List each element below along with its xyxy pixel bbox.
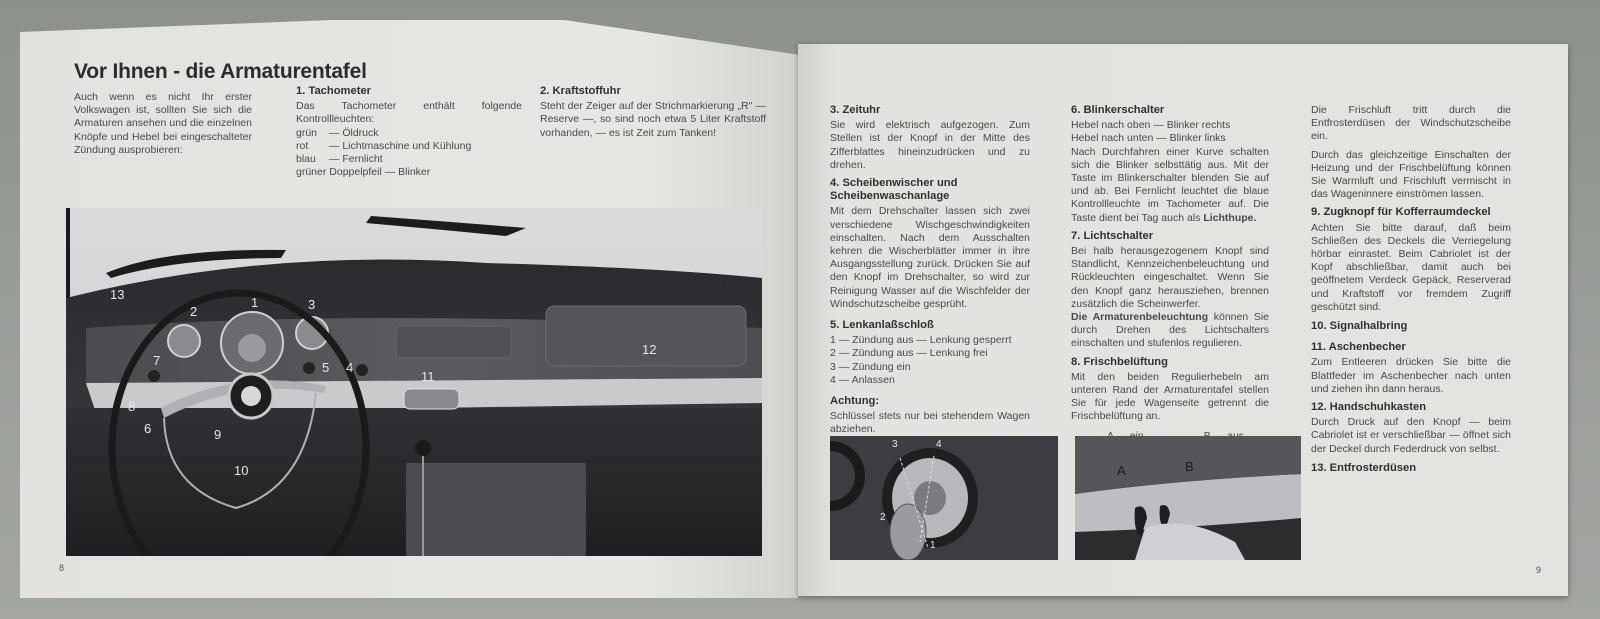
right-column-3 (1311, 104, 1511, 477)
section-ashtray (1311, 341, 1511, 396)
vent-callout-a: A (1117, 463, 1126, 478)
vent-callout-b: B (1185, 459, 1194, 474)
ignition-illustration (830, 436, 1058, 560)
section-text: Zum Entleeren drücken Sie bitte die Blattfeder im Aschenbecher nach unten und ziehen ihn dann heraus. (1311, 356, 1511, 395)
callout-13-left: 13 (110, 287, 125, 302)
callout-13-right: 13 (724, 278, 739, 293)
vent-lever-photo (1075, 436, 1301, 560)
section-text: Bei halb herausgezogenem Knopf sind Standlicht, Kennzeichenbeleuchtung und Rückleuchten eingeschaltet. Wenn Sie den Knopf ganz herausziehen, brennen zusätzlich die Scheinwerfer. (1071, 245, 1269, 310)
section-fuel-gauge (540, 85, 766, 145)
list-item: 4 — Anlassen (830, 373, 895, 386)
callout-8: 8 (128, 399, 136, 414)
section-heading: 2. Kraftstoffuhr (540, 85, 621, 97)
dashboard-illustration (66, 208, 762, 556)
section-text: Achten Sie bitte darauf, daß beim Schließen des Deckels die Verriegelung hörbar einrastet. Beim Cabriolet ist der Kopf abschließbar, damit auch bei geöffnetem Verdeck Gepäck, Reserverad und Kraftstoff vor fremdem Zugriff geschützt sind. (1311, 221, 1511, 313)
section-heading: 7. Lichtschalter (1071, 229, 1154, 242)
section-ventilation (1071, 356, 1269, 424)
list-item: 3 — Zündung ein (830, 360, 911, 373)
warning-text: Schlüssel stets nur bei stehendem Wagen abziehen. (830, 410, 1030, 436)
section-tachometer (296, 85, 522, 179)
section-horn-ring: 10. Signalhalbring (1311, 320, 1408, 333)
right-column-1 (830, 104, 1030, 442)
callout-12: 12 (642, 342, 657, 357)
indicator-list (296, 127, 522, 180)
section-heading: 5. Lenkanlaßschloß (830, 319, 934, 332)
list-item: Hebel nach oben — Blinker rechts (1071, 119, 1231, 132)
list-item: grün — Öldruck (296, 126, 379, 139)
callout-4: 4 (346, 360, 354, 375)
page-title: Vor Ihnen - die Armaturentafel (74, 60, 367, 83)
section-light-switch (1071, 230, 1269, 351)
ignition-photo (830, 436, 1058, 560)
ignition-positions (830, 334, 1030, 387)
list-item: 2 — Zündung aus — Lenkung frei (830, 347, 988, 360)
section-defroster: 13. Entfrosterdüsen (1311, 461, 1417, 474)
section-text: Das Tachometer enthält folgende Kontrollleuchten: (296, 100, 522, 126)
section-text: Sie wird elektrisch aufgezogen. Zum Stellen ist der Knopf in der Mitte des Zifferblattes hineinzudrücken und zu drehen. (830, 119, 1030, 171)
section-text: Die Armaturenbeleuchtung können Sie durch Drehen des Lichtschalters einschalten und stufenlos regulieren. (1071, 311, 1269, 350)
callout-6: 6 (144, 421, 152, 436)
callout-2: 2 (190, 304, 198, 319)
intro-text (74, 91, 252, 162)
section-heading: 8. Frischbelüftung (1071, 355, 1168, 368)
callout-10: 10 (234, 463, 249, 478)
list-item: Hebel nach unten — Blinker links (1071, 132, 1226, 145)
vent-illustration (1075, 436, 1301, 560)
section-glovebox (1311, 401, 1511, 456)
ignition-label-4: 4 (936, 439, 942, 450)
list-item: rot — Lichtmaschine und Kühlung (296, 139, 472, 152)
ignition-label-2: 2 (880, 512, 886, 523)
section-heading: 11. Aschenbecher (1311, 341, 1406, 354)
section-heading: 3. Zeituhr (830, 104, 881, 116)
paragraph: Durch das gleichzeitige Einschalten der Heizung und der Frischbelüftung können Sie Warmluft und Frischluft vermischt in das Wageninnere einströmen lassen. (1311, 148, 1511, 201)
section-heading: 12. Handschuhkasten (1311, 401, 1427, 414)
callout-7: 7 (153, 353, 161, 368)
callout-5: 5 (322, 360, 330, 375)
section-text: Mit dem Drehschalter lassen sich zwei verschiedene Wischgeschwindigkeiten einschalten. Nach dem Ausschalten kehren die Wischerblätter immer in ihre Ausgangsstellung zurück. Drücken Sie auf den Knopf im Drehschalter, so wird zur Reinigung Wasser auf die Wischfelder der Windschutzscheibe gesprüht. (830, 205, 1030, 310)
paragraph: Die Frischluft tritt durch die Entfrosterdüsen der Windschutzscheibe ein. (1311, 104, 1511, 143)
callout-9: 9 (214, 427, 222, 442)
section-clock (830, 104, 1030, 172)
callout-11: 11 (421, 369, 435, 384)
page-number-left: 8 (59, 563, 65, 573)
callout-1: 1 (251, 295, 259, 310)
section-text: Durch Druck auf den Knopf — beim Cabriolet ist er verschließbar — öffnet sich der Deckel durch Federdruck von selbst. (1311, 416, 1511, 455)
warning (830, 395, 1030, 437)
section-text: Mit den beiden Regulierhebeln am unteren Rand der Armaturentafel stellen Sie für jede Wagenseite getrennt die Frischbelüftung an. (1071, 370, 1269, 423)
intro-paragraph: Auch wenn es nicht Ihr erster Volkswagen ist, sollten Sie sich die Armaturen ansehen und die einzelnen Knöpfe und Hebel bei eingeschalteter Zündung ausprobieren: (74, 91, 252, 156)
list-item: blau — Fernlicht (296, 153, 383, 166)
section-wipers (830, 177, 1030, 311)
section-ignition-lock (830, 319, 1030, 387)
section-trunk-release (1311, 206, 1511, 314)
section-text: Steht der Zeiger auf der Strichmarkierung „R" — Reserve —, so sind noch etwa 5 Liter Kraftstoff vorhanden, — es ist Zeit zum Tanken! (540, 100, 766, 139)
section-heading: 9. Zugknopf für Kofferraumdeckel (1311, 206, 1491, 219)
section-heading: 1. Tachometer (296, 85, 372, 97)
section-heading: 6. Blinkerschalter (1071, 104, 1165, 116)
list-item: 1 — Zündung aus — Lenkung gesperrt (830, 334, 1012, 347)
dashboard-photo (66, 208, 762, 556)
list-item: grüner Doppelpfeil — Blinker (296, 166, 431, 179)
section-heading: 4. Scheibenwischer und Scheibenwaschanlage (830, 177, 958, 203)
right-column-2 (1071, 104, 1269, 443)
warning-heading: Achtung: (830, 395, 880, 408)
section-turn-signal (1071, 104, 1269, 225)
ignition-label-1: 1 (930, 540, 936, 551)
ignition-label-3: 3 (892, 439, 898, 450)
page-number-right: 9 (1536, 565, 1542, 575)
section-text: Nach Durchfahren einer Kurve schalten sich die Blinker selbsttätig aus. Mit der Taste im Blinkerschalter blenden Sie auf und ab. Bei Fernlicht leuchtet die blaue Kontrollleuchte im Tachometer auf. Die Taste dient bei Tag auch als Lichthupe. (1071, 145, 1269, 224)
callout-3: 3 (308, 297, 316, 312)
